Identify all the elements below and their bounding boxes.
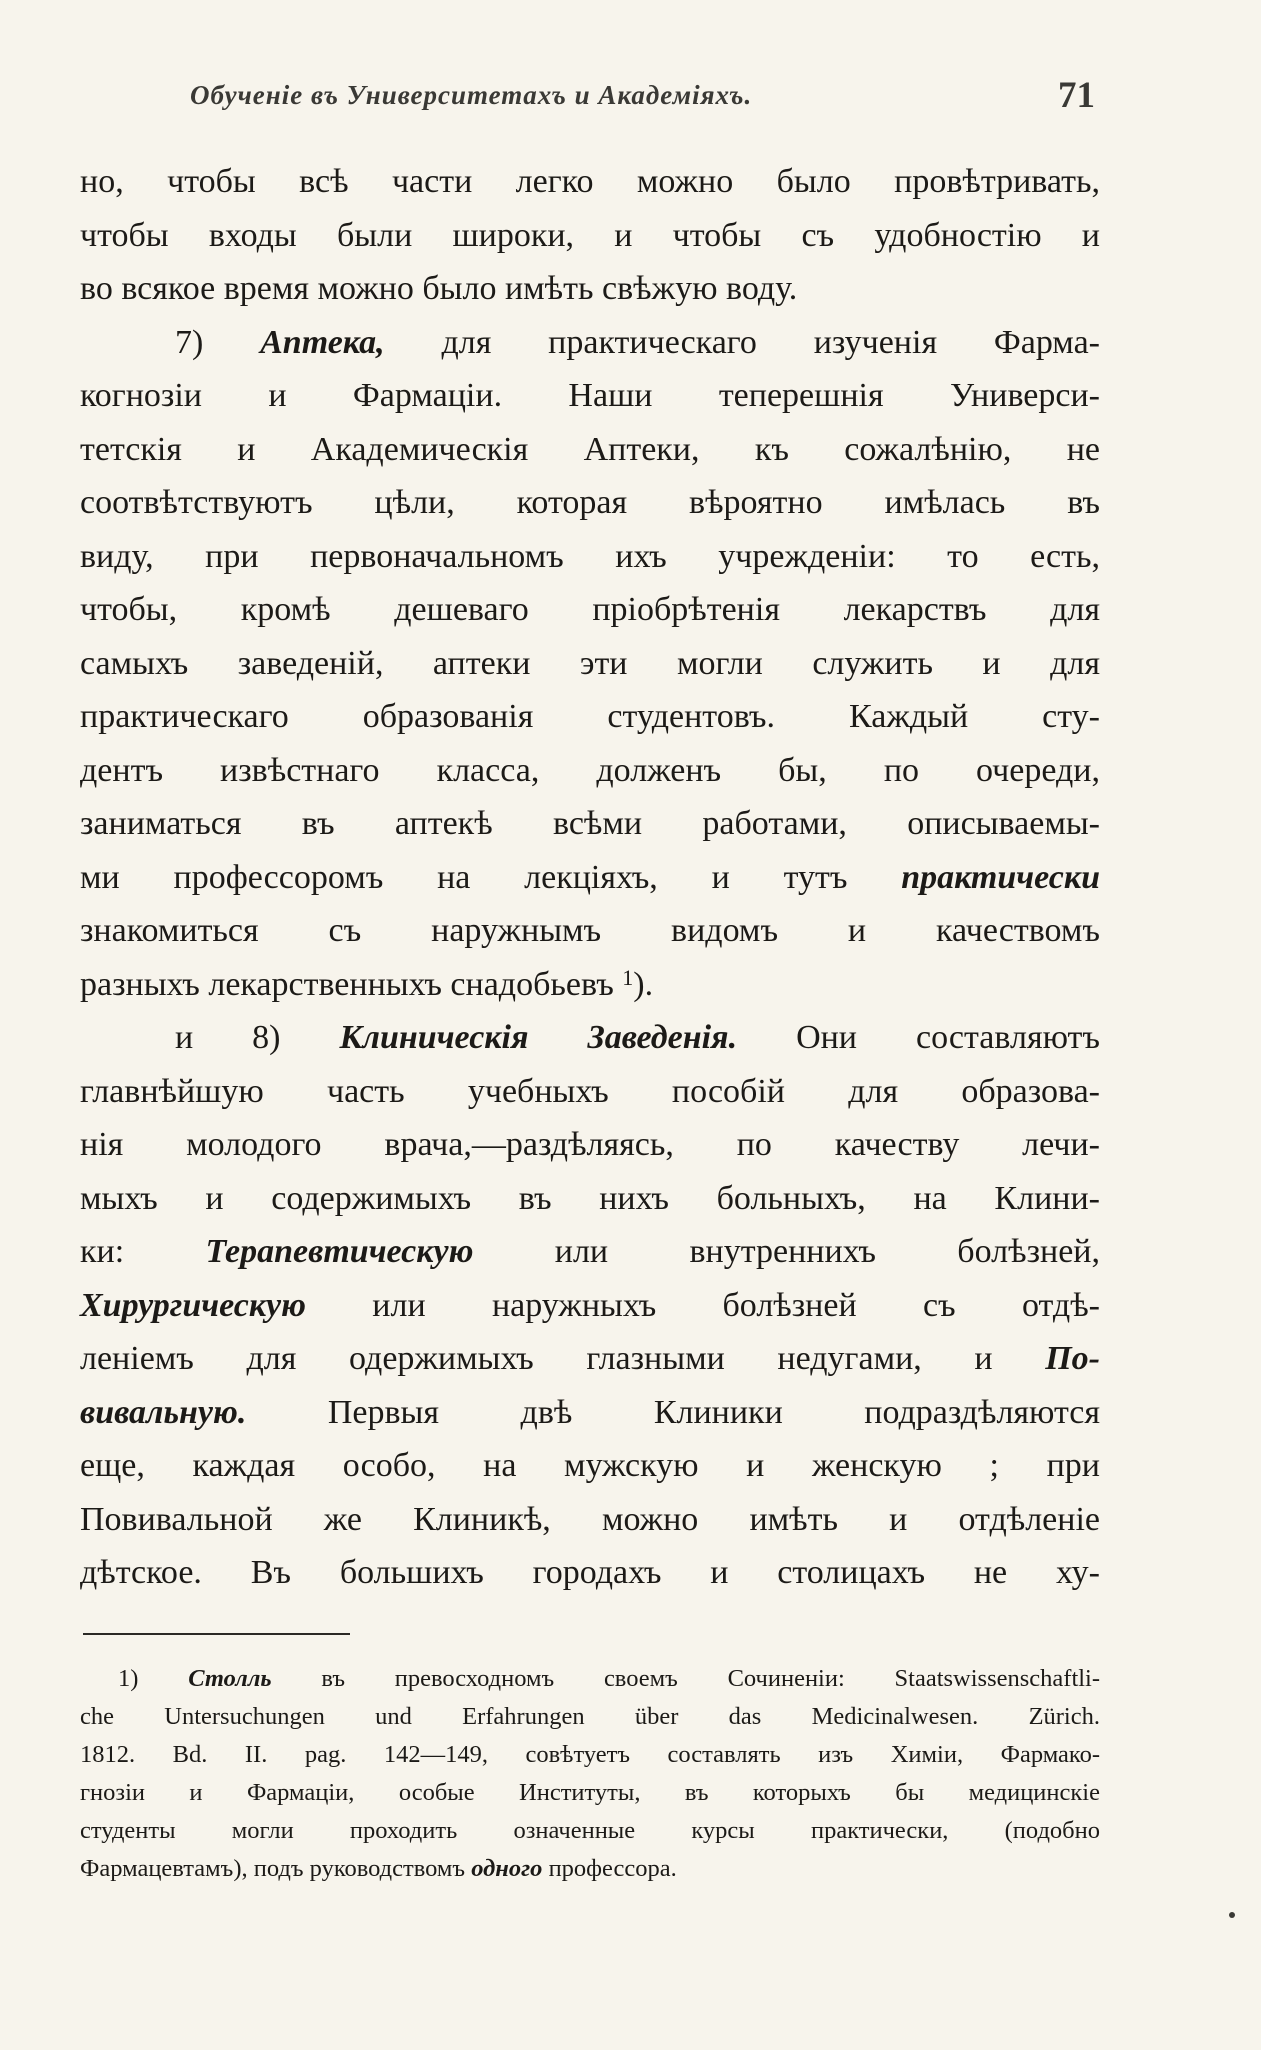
text-line	[80, 851, 1100, 905]
text-span: Повивальной же Клиникѣ, можно имѣть и отдѣленіе	[80, 1500, 1100, 1538]
running-head	[190, 74, 1170, 124]
italic-term: одного	[471, 1855, 543, 1882]
text-line	[80, 1118, 1100, 1172]
text-line	[80, 1439, 1100, 1493]
text-line	[80, 476, 1100, 530]
text-line	[80, 209, 1100, 263]
text-span: заниматься въ аптекѣ всѣми работами, описываемы-	[80, 805, 1100, 842]
footnote-number: 1)	[118, 1665, 139, 1692]
text-line	[80, 262, 1100, 316]
italic-term: Клиническія Заведенія.	[339, 1019, 738, 1056]
text-span: соотвѣтствуютъ цѣли, которая вѣроятно имѣлась въ	[80, 484, 1100, 521]
footnote	[80, 1660, 1100, 1888]
footnote-reference[interactable]: 1	[622, 964, 634, 990]
text-span: леніемъ для одержимыхъ глазными недугами, и	[80, 1340, 993, 1377]
text-line	[80, 1493, 1100, 1547]
page-number: 71	[1058, 75, 1095, 116]
footnote-divider	[83, 1633, 350, 1635]
text-line	[80, 1386, 1100, 1440]
italic-term: практически	[901, 858, 1101, 896]
footnote-line	[80, 1850, 1100, 1888]
text-span: Они составляютъ	[796, 1019, 1100, 1056]
running-title: Обученіе въ Университетахъ и Академіяхъ.	[190, 80, 753, 110]
item-number: 7)	[175, 323, 204, 361]
text-span: профессора.	[548, 1855, 677, 1882]
text-span: или наружныхъ болѣзней съ отдѣ-	[372, 1286, 1100, 1324]
text-line	[80, 1546, 1100, 1600]
text-span: еще, каждая особо, на мужскую и женскую ; при	[80, 1447, 1100, 1484]
text-span: но, чтобы всѣ части легко можно было провѣтривать,	[80, 163, 1100, 200]
text-span: Фармацевтамъ), подъ руководствомъ	[80, 1855, 466, 1882]
text-span: мыхъ и содержимыхъ въ нихъ больныхъ, на Клини-	[80, 1179, 1100, 1217]
text-span: нія молодого врача,—раздѣляясь, по качеству лечи-	[80, 1126, 1100, 1163]
text-line	[80, 583, 1100, 637]
text-span: дѣтское. Въ большихъ городахъ и столицахъ не ху-	[80, 1554, 1100, 1591]
text-span: въ превосходномъ своемъ Сочиненіи: Staatswissenschaftli-	[321, 1665, 1101, 1692]
text-line	[80, 530, 1100, 584]
text-span: чтобы, кромѣ дешеваго пріобрѣтенія лекарствъ для	[80, 591, 1100, 628]
text-line	[80, 1065, 1100, 1119]
text-line	[80, 369, 1100, 423]
paragraph-start-line	[80, 1011, 1100, 1065]
text-span: когнозіи и Фармаціи. Наши теперешнія Универси-	[80, 377, 1100, 414]
footnote-line	[80, 1774, 1100, 1812]
italic-term: Терапевтическую	[205, 1233, 474, 1270]
text-span: che Untersuchungen und Erfahrungen über das Medicinalwesen. Zürich.	[80, 1703, 1100, 1730]
text-span: дентъ извѣстнаго класса, долженъ бы, по очереди,	[80, 751, 1100, 789]
footnote-line	[80, 1660, 1100, 1698]
text-line	[80, 1172, 1100, 1226]
text-line	[80, 958, 1100, 1012]
text-line	[80, 904, 1100, 958]
text-line	[80, 1332, 1100, 1386]
paragraph-start-line	[80, 316, 1100, 370]
text-line	[80, 155, 1100, 209]
text-span: гнозіи и Фармаціи, особые Институты, въ которыхъ бы медицинскіе	[80, 1779, 1100, 1806]
footnote-line	[80, 1698, 1100, 1736]
paper-speck	[1229, 1912, 1235, 1918]
italic-term: Столль	[188, 1665, 272, 1692]
text-span: или внутреннихъ болѣзней,	[554, 1233, 1100, 1270]
text-span: главнѣйшую часть учебныхъ пособій для образова-	[80, 1072, 1100, 1110]
footnote-line	[80, 1812, 1100, 1850]
text-line	[80, 423, 1100, 477]
text-span: виду, при первоначальномъ ихъ учрежденіи: то есть,	[80, 537, 1100, 575]
text-span: разныхъ лекарственныхъ снадобьевъ	[80, 965, 614, 1003]
item-number: и 8)	[175, 1019, 281, 1056]
text-span: студенты могли проходить означенные курсы практически, (подобно	[80, 1817, 1100, 1844]
italic-term: Аптека,	[260, 323, 385, 361]
text-span: ми профессоромъ на лекціяхъ, и тутъ	[80, 858, 848, 896]
text-line	[80, 1225, 1100, 1279]
text-line	[80, 797, 1100, 851]
text-span: для практическаго изученія Фарма-	[441, 323, 1101, 361]
italic-term: вивальную.	[80, 1393, 247, 1431]
italic-term: Хирургическую	[80, 1286, 306, 1324]
text-span: ки:	[80, 1233, 125, 1270]
footnote-line	[80, 1736, 1100, 1774]
text-span: знакомиться съ наружнымъ видомъ и качествомъ	[80, 912, 1100, 949]
text-span: тетскія и Академическія Аптеки, къ сожалѣнію, не	[80, 430, 1100, 468]
main-text	[80, 155, 1100, 1600]
text-line	[80, 690, 1100, 744]
text-line	[80, 637, 1100, 691]
text-span: Первыя двѣ Клиники подраздѣляются	[327, 1393, 1101, 1431]
text-span: 1812. Bd. II. pag. 142—149, совѣтуетъ составлять изъ Химіи, Фармако-	[80, 1741, 1100, 1768]
text-span: чтобы входы были широки, и чтобы съ удобностію и	[80, 216, 1100, 254]
italic-term: По-	[1045, 1340, 1100, 1377]
text-line	[80, 744, 1100, 798]
text-span: самыхъ заведеній, аптеки эти могли служить и для	[80, 644, 1100, 682]
text-span: ).	[633, 965, 654, 1003]
text-line	[80, 1279, 1100, 1333]
text-span: во всякое время можно было имѣть свѣжую воду.	[80, 270, 798, 307]
text-span: практическаго образованія студентовъ. Каждый сту-	[80, 698, 1100, 735]
